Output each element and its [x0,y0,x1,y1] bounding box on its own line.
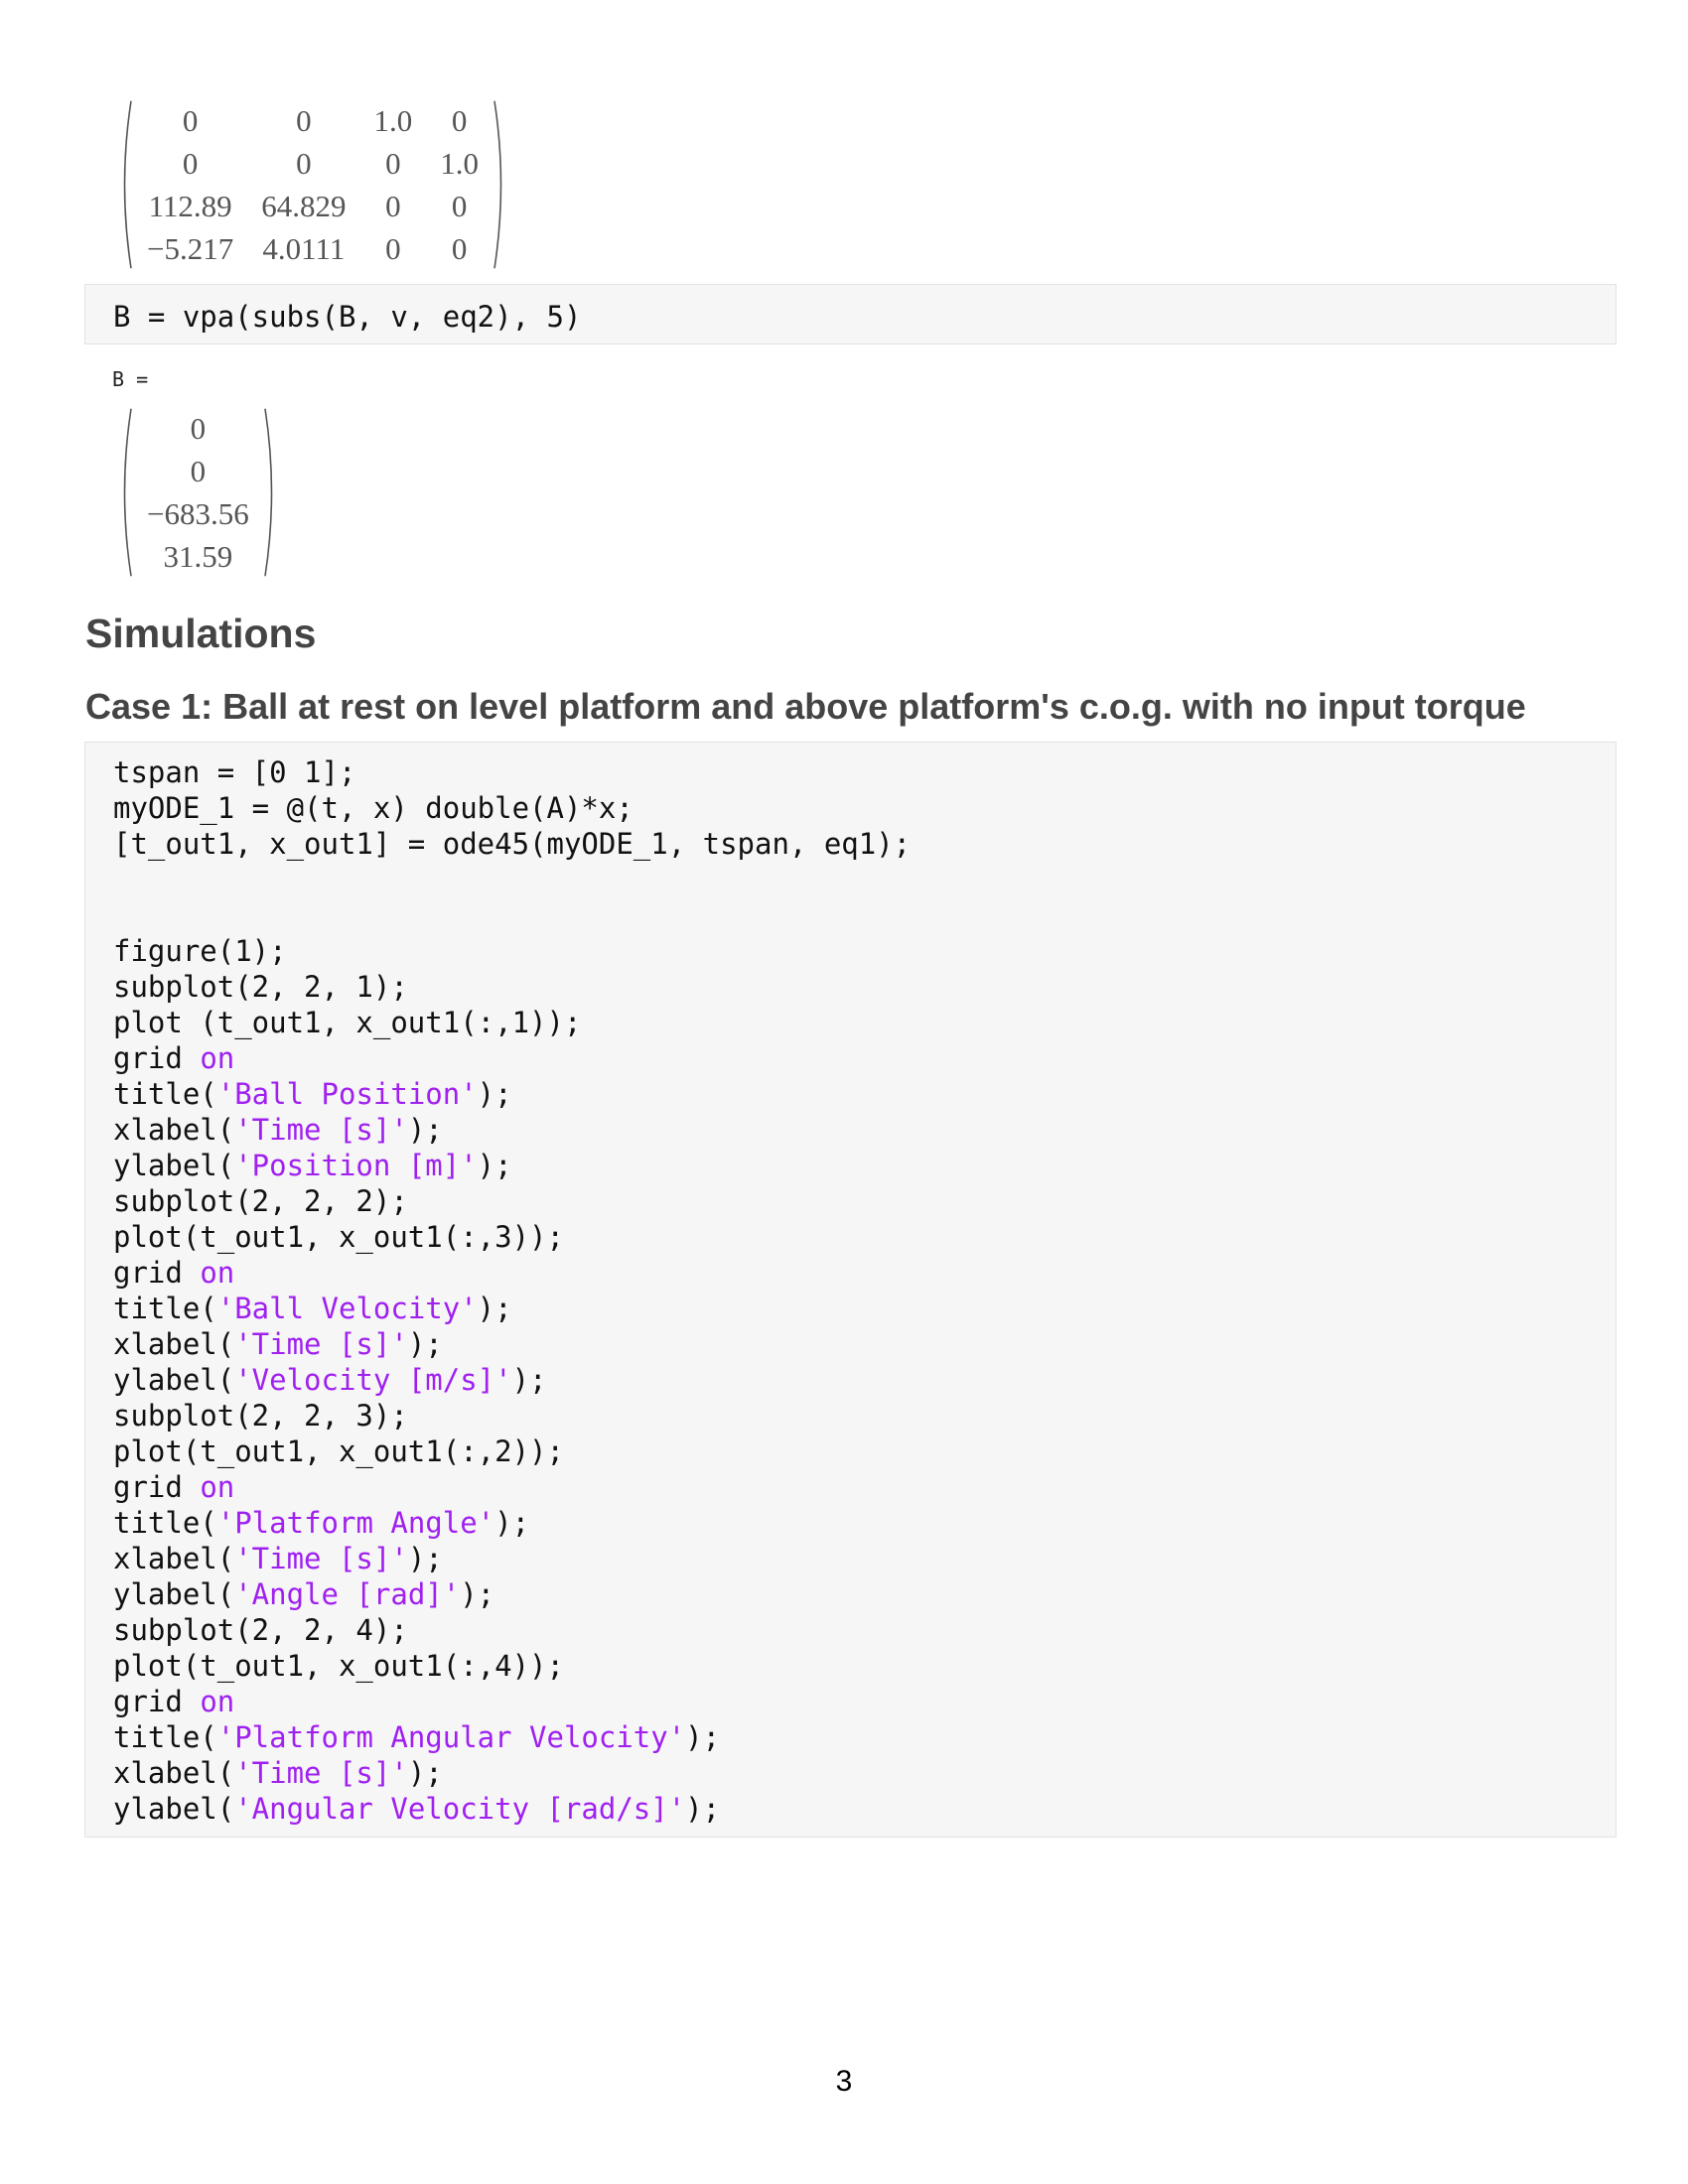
code-line [113,1362,1616,1398]
string-literal: 'Time [s]' [234,1756,408,1790]
code-text: xlabel( [113,1113,235,1147]
code-line [113,1684,1616,1719]
code-text: ylabel( [113,1792,235,1826]
code-text: xlabel( [113,1542,235,1575]
matrix-cell: 0 [385,189,401,223]
code-text: ); [477,1077,512,1111]
code-text: title( [113,1720,217,1754]
code-text: grid [113,1470,201,1504]
code-line [113,826,1616,862]
code-line [113,790,1616,826]
matrix-cell: 0 [190,454,207,488]
matrix-row [133,185,492,227]
code-text: ); [460,1577,495,1611]
string-literal: 'Platform Angle' [216,1506,495,1540]
code-text: ylabel( [113,1363,235,1397]
code-line [113,1505,1616,1541]
matrix-row [133,227,492,270]
code-text: ylabel( [113,1149,235,1182]
code-line [113,933,1616,969]
code-text: plot(t_out1, x_out1(:,3)); [113,1220,564,1254]
string-literal: 'Velocity [m/s]' [234,1363,512,1397]
code-text: ); [685,1792,721,1826]
string-literal: 'Angle [rad]' [234,1577,461,1611]
matrix-row [133,99,492,142]
code-line [113,1433,1616,1469]
string-literal: 'Time [s]' [234,1113,408,1147]
code-block-simulation [84,742,1617,1838]
string-literal: 'Position [m]' [234,1149,478,1182]
matrix-cell: 31.59 [163,539,233,574]
code-text: plot(t_out1, x_out1(:,2)); [113,1434,564,1468]
code-line [113,862,1616,897]
code-line [113,1612,1616,1648]
code-text: ); [477,1292,512,1325]
output-b-label: B = [112,367,149,391]
code-text: ); [494,1506,530,1540]
code-line: B = vpa(subs(B, v, eq2), 5) [113,300,582,334]
code-text: ); [685,1720,721,1754]
matrix-a-output [117,99,508,270]
code-line [113,754,1616,790]
code-text: ); [407,1113,443,1147]
code-line [113,1326,1616,1362]
right-paren-icon [492,99,508,270]
code-text: subplot(2, 2, 1); [113,970,408,1004]
code-line [113,1112,1616,1148]
code-text: ); [511,1363,547,1397]
code-text: plot (t_out1, x_out1(:,1)); [113,1006,582,1039]
matrix-cell: 0 [385,146,401,181]
code-text: subplot(2, 2, 4); [113,1613,408,1647]
string-literal: 'Platform Angular Velocity' [216,1720,686,1754]
code-line [113,1755,1616,1791]
matrix-cell: 64.829 [261,189,347,223]
code-text: tspan = [0 1]; [113,755,356,789]
code-line [113,1255,1616,1291]
matrix-b-table [133,407,263,578]
keyword: on [200,1041,235,1075]
code-text: xlabel( [113,1756,235,1790]
keyword: on [200,1470,235,1504]
code-text: ); [477,1149,512,1182]
matrix-b-output [117,407,279,578]
matrix-cell: 1.0 [373,103,413,138]
matrix-row [133,535,263,578]
keyword: on [200,1685,235,1718]
matrix-cell: 0 [296,146,312,181]
code-text: ); [407,1756,443,1790]
matrix-cell: 0 [182,146,199,181]
code-text: subplot(2, 2, 2); [113,1184,408,1218]
matrix-cell: 1.0 [440,146,479,181]
code-text: title( [113,1077,217,1111]
matrix-cell: 0 [385,231,401,266]
matrix-a-table [133,99,492,270]
code-text: ); [407,1327,443,1361]
matrix-cell: −5.217 [147,231,234,266]
code-line [113,1791,1616,1827]
string-literal: 'Angular Velocity [rad/s]' [234,1792,686,1826]
code-line [113,1469,1616,1505]
code-text: grid [113,1041,201,1075]
matrix-cell: 4.0111 [262,231,346,266]
matrix-cell: 0 [182,103,199,138]
code-line [113,897,1616,933]
matrix-cell: 0 [296,103,312,138]
code-line [113,1219,1616,1255]
code-text: figure(1); [113,934,287,968]
section-title: Simulations [85,611,317,656]
code-text: title( [113,1506,217,1540]
matrix-row [133,492,263,535]
code-text: myODE_1 = @(t, x) double(A)*x; [113,791,633,825]
matrix-cell: 112.89 [148,189,232,223]
code-text: title( [113,1292,217,1325]
code-line [113,1648,1616,1684]
matrix-cell: 0 [451,231,468,266]
code-line [113,1148,1616,1183]
code-line [113,1576,1616,1612]
keyword: on [200,1256,235,1290]
left-paren-icon [117,407,133,578]
code-text: plot(t_out1, x_out1(:,4)); [113,1649,564,1683]
code-text: xlabel( [113,1327,235,1361]
code-text: ); [407,1542,443,1575]
page-number: 3 [835,2065,853,2098]
matrix-cell: 0 [190,411,207,446]
code-block-b [84,284,1617,344]
code-line [113,1541,1616,1576]
right-paren-icon [263,407,279,578]
code-line [113,1291,1616,1326]
matrix-row [133,142,492,185]
code-text: ylabel( [113,1577,235,1611]
code-line [113,1040,1616,1076]
code-text: grid [113,1256,201,1290]
string-literal: 'Time [s]' [234,1327,408,1361]
string-literal: 'Ball Position' [216,1077,478,1111]
matrix-row [133,407,263,450]
code-text: [t_out1, x_out1] = ode45(myODE_1, tspan, eq1); [113,827,912,861]
code-line [113,1076,1616,1112]
string-literal: 'Ball Velocity' [216,1292,478,1325]
matrix-cell: −683.56 [147,496,249,531]
case-title: Case 1: Ball at rest on level platform and above platform's c.o.g. with no input torque [85,686,1526,727]
code-line [113,1719,1616,1755]
matrix-cell: 0 [451,103,468,138]
code-line [113,1398,1616,1433]
code-line [113,969,1616,1005]
string-literal: 'Time [s]' [234,1542,408,1575]
matrix-cell: 0 [451,189,468,223]
code-line [113,1183,1616,1219]
code-text: subplot(2, 2, 3); [113,1399,408,1433]
code-line [113,1005,1616,1040]
matrix-row [133,450,263,492]
code-text: grid [113,1685,201,1718]
left-paren-icon [117,99,133,270]
